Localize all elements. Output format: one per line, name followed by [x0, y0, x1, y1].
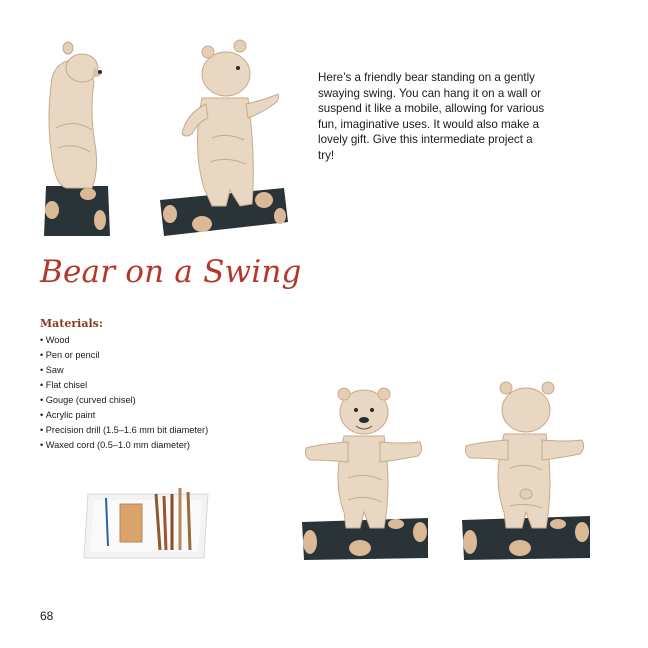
bear-rear-view-photo [460, 378, 592, 562]
materials-heading: Materials: [40, 317, 103, 330]
page-number: 68 [40, 609, 54, 623]
intro-paragraph: Here’s a friendly bear standing on a gently swaying swing. You can hang it on a wall or suspend it like a mobile, allowing for various fun, imaginative uses. It would also make a lovely gift. Give this intermediate project a try! [318, 71, 545, 162]
bear-back-view-photo [156, 38, 290, 238]
tools-tray-photo [84, 484, 210, 562]
list-item: • Precision drill (1.5–1.6 mm bit diameter) [40, 423, 208, 438]
list-item: • Wood [40, 333, 208, 348]
materials-list [40, 333, 208, 453]
list-item: • Waxed cord (0.5–1.0 mm diameter) [40, 438, 208, 453]
list-item: • Acrylic paint [40, 408, 208, 423]
page-title: Bear on a Swing [40, 254, 302, 290]
list-item: • Flat chisel [40, 378, 208, 393]
bear-side-view-photo [38, 38, 114, 238]
bear-front-view-photo [300, 382, 430, 562]
list-item: • Pen or pencil [40, 348, 208, 363]
list-item: • Saw [40, 363, 208, 378]
list-item: • Gouge (curved chisel) [40, 393, 208, 408]
